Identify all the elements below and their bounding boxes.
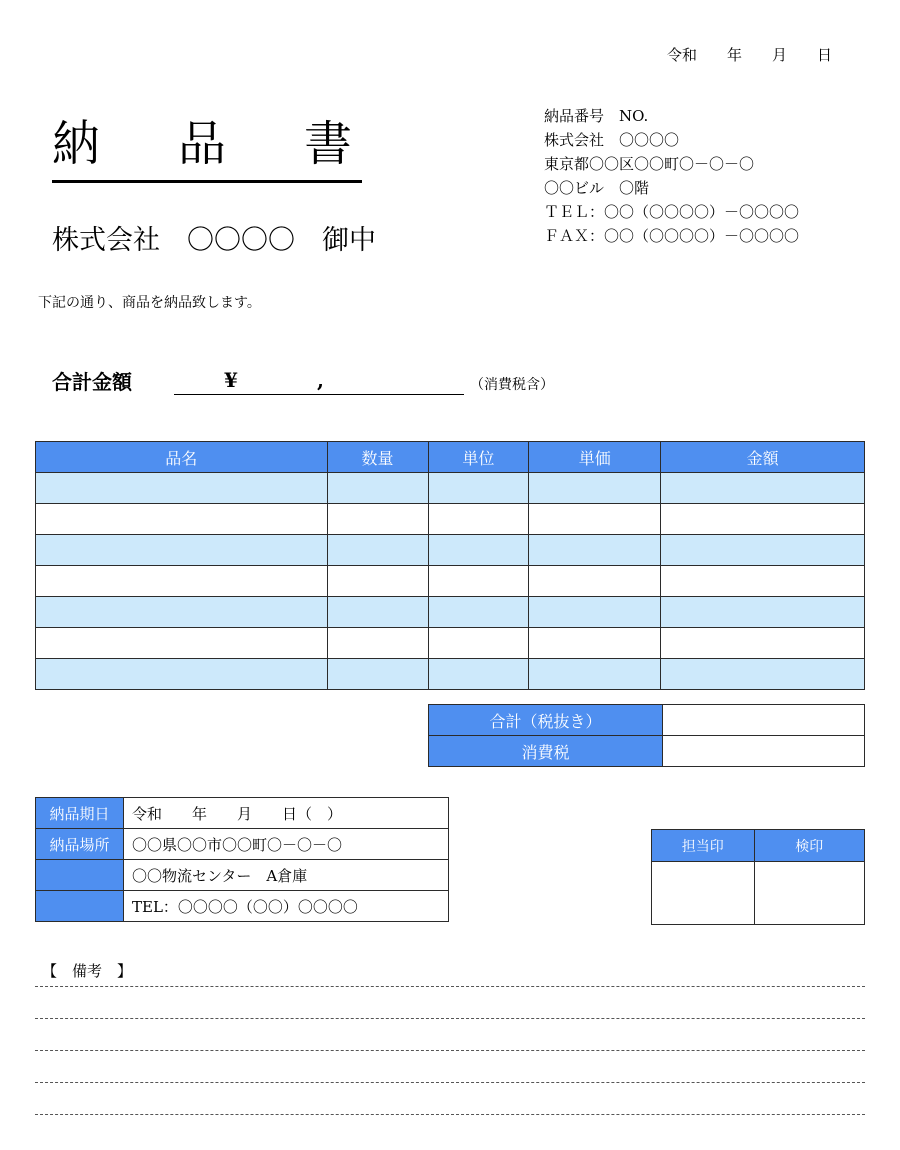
unit-price-cell[interactable] — [529, 504, 661, 535]
unit-cell[interactable] — [428, 504, 529, 535]
delivery-place-label-cont — [36, 860, 124, 891]
unit-price-cell[interactable] — [529, 597, 661, 628]
sender-block — [544, 104, 799, 248]
amount-cell[interactable] — [661, 504, 865, 535]
stamp-box-row — [652, 862, 865, 925]
unit-price-cell[interactable] — [529, 628, 661, 659]
title-char: 納 — [52, 116, 101, 172]
quantity-cell[interactable] — [327, 628, 428, 659]
tax-label: 消費税 — [429, 736, 663, 767]
sender-company: 株式会社 〇〇〇〇 — [544, 131, 680, 149]
unit-cell[interactable] — [428, 566, 529, 597]
table-row — [36, 473, 865, 504]
delivery-place-label: 納品場所 — [36, 829, 124, 860]
table-row — [36, 504, 865, 535]
quantity-cell[interactable] — [327, 566, 428, 597]
table-row — [36, 535, 865, 566]
delivery-place-row — [36, 891, 449, 922]
sender-fax: ＦＡＸ：〇〇（〇〇〇〇）－〇〇〇〇 — [544, 227, 800, 245]
total-amount-label: 合計金額 — [52, 370, 132, 394]
table-row — [36, 659, 865, 690]
unit-cell[interactable] — [428, 473, 529, 504]
remarks-line[interactable] — [35, 1050, 865, 1051]
items-table — [35, 441, 865, 690]
delivery-number: 納品番号 NO. — [544, 107, 649, 125]
amount-cell[interactable] — [661, 628, 865, 659]
remarks-line[interactable] — [35, 986, 865, 987]
total-amount-field[interactable] — [174, 368, 464, 395]
item-name-cell[interactable] — [36, 659, 328, 690]
delivery-info-table — [35, 797, 449, 922]
issue-date: 令和 年 月 日 — [667, 46, 833, 64]
item-name-cell[interactable] — [36, 504, 328, 535]
stamp-label-row — [652, 830, 865, 862]
amount-cell[interactable] — [661, 597, 865, 628]
subtotal-row — [429, 705, 865, 736]
delivery-place-address[interactable]: 〇〇県〇〇市〇〇町〇－〇－〇 — [124, 829, 449, 860]
quantity-cell[interactable] — [327, 535, 428, 566]
delivery-place-row — [36, 860, 449, 891]
summary-table — [428, 704, 865, 767]
item-name-cell[interactable] — [36, 628, 328, 659]
table-row — [36, 597, 865, 628]
sender-building: 〇〇ビル 〇階 — [544, 179, 650, 197]
title-char: 書 — [303, 116, 352, 172]
quantity-cell[interactable] — [327, 504, 428, 535]
delivery-place-facility[interactable]: 〇〇物流センター A倉庫 — [124, 860, 449, 891]
quantity-cell[interactable] — [327, 597, 428, 628]
quantity-cell[interactable] — [327, 659, 428, 690]
amount-cell[interactable] — [661, 659, 865, 690]
item-name-cell[interactable] — [36, 535, 328, 566]
remarks-line[interactable] — [35, 1018, 865, 1019]
title-char: 品 — [177, 116, 226, 172]
delivery-place-label-cont — [36, 891, 124, 922]
yen-sign: ¥ — [224, 368, 238, 392]
item-name-cell[interactable] — [36, 566, 328, 597]
thousands-comma: , — [317, 368, 324, 392]
header-quantity: 数量 — [327, 442, 428, 473]
delivery-place-tel[interactable]: TEL：〇〇〇〇（〇〇）〇〇〇〇 — [124, 891, 449, 922]
item-name-cell[interactable] — [36, 473, 328, 504]
person-in-charge-stamp-label: 担当印 — [652, 830, 755, 862]
items-header-row — [36, 442, 865, 473]
unit-cell[interactable] — [428, 628, 529, 659]
header-unit-price: 単価 — [529, 442, 661, 473]
inspection-stamp-box[interactable] — [754, 862, 864, 925]
inspection-stamp-label: 検印 — [754, 830, 864, 862]
unit-price-cell[interactable] — [529, 659, 661, 690]
remarks-line[interactable] — [35, 1082, 865, 1083]
unit-cell[interactable] — [428, 659, 529, 690]
table-row — [36, 628, 865, 659]
unit-price-cell[interactable] — [529, 535, 661, 566]
addressee: 株式会社 〇〇〇〇 御中 — [52, 225, 376, 256]
quantity-cell[interactable] — [327, 473, 428, 504]
subtotal-value[interactable] — [663, 705, 865, 736]
tax-row — [429, 736, 865, 767]
tax-included-note: （消費税含） — [470, 377, 554, 393]
sender-tel: ＴＥＬ：〇〇（〇〇〇〇）－〇〇〇〇 — [544, 203, 800, 221]
intro-text: 下記の通り、商品を納品致します。 — [38, 295, 261, 311]
remarks-label: 【 備考 】 — [42, 962, 133, 980]
unit-cell[interactable] — [428, 597, 529, 628]
amount-cell[interactable] — [661, 535, 865, 566]
amount-cell[interactable] — [661, 566, 865, 597]
header-item-name: 品名 — [36, 442, 328, 473]
delivery-date-row — [36, 798, 449, 829]
unit-price-cell[interactable] — [529, 566, 661, 597]
header-unit: 単位 — [428, 442, 529, 473]
delivery-date-label: 納品期日 — [36, 798, 124, 829]
tax-value[interactable] — [663, 736, 865, 767]
delivery-place-row — [36, 829, 449, 860]
document-title — [52, 108, 362, 183]
sender-address: 東京都〇〇区〇〇町〇－〇－〇 — [544, 155, 755, 173]
delivery-date-value[interactable]: 令和 年 月 日（ ） — [124, 798, 449, 829]
item-name-cell[interactable] — [36, 597, 328, 628]
subtotal-label: 合計（税抜き） — [429, 705, 663, 736]
stamp-table — [651, 829, 865, 925]
unit-cell[interactable] — [428, 535, 529, 566]
amount-cell[interactable] — [661, 473, 865, 504]
remarks-line[interactable] — [35, 1114, 865, 1115]
person-in-charge-stamp-box[interactable] — [652, 862, 755, 925]
table-row — [36, 566, 865, 597]
unit-price-cell[interactable] — [529, 473, 661, 504]
header-amount: 金額 — [661, 442, 865, 473]
